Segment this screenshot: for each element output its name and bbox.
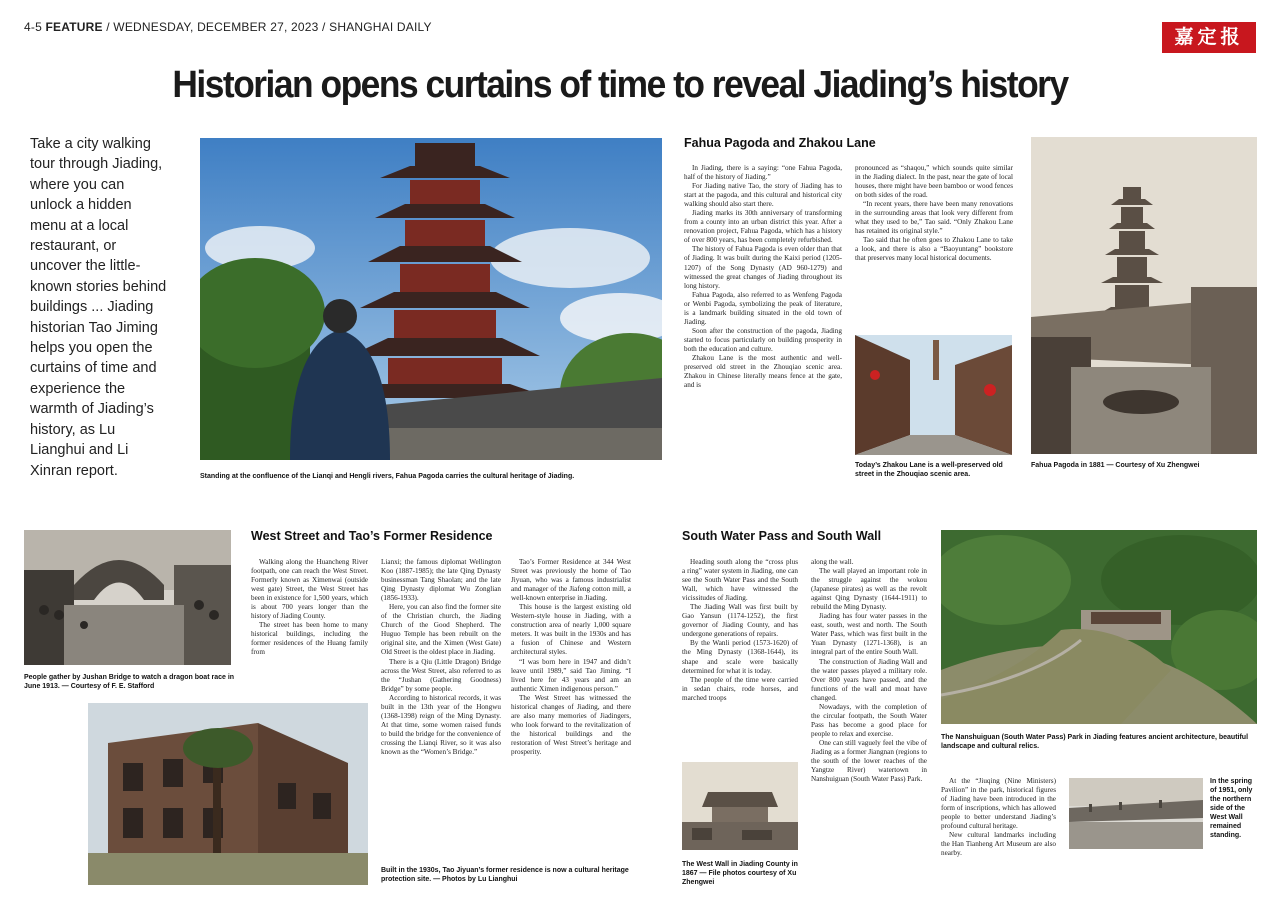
- spring-1951-caption: In the spring of 1951, only the northern side of the West Wall remained standing.: [1210, 778, 1253, 839]
- paragraph: New cultural landmarks including the Han Tianheng Art Museum are also nearby.: [941, 831, 1056, 858]
- folio-date: / WEDNESDAY, DECEMBER 27, 2023 / SHANGHAI DAILY: [102, 20, 432, 34]
- paragraph: There is a Qiu (Little Dragon) Bridge across the West Street, also referred to as the “Jushan (Gathering Goodness) Bridge” by some people.: [381, 657, 501, 693]
- section-title-west-street: West Street and Tao’s Former Residence: [251, 529, 493, 543]
- west-wall-1951-photo: [1069, 778, 1203, 849]
- west-street-column-1: [251, 558, 368, 694]
- south-wall-column-2: [811, 558, 927, 888]
- west-street-column-2: [381, 558, 501, 854]
- headline: Historian opens curtains of time to reveal Jiading’s history: [172, 64, 1068, 106]
- paragraph: Nowadays, with the completion of the circular footpath, the South Water Pass has become a good place for people to relax and exercise.: [811, 702, 927, 738]
- paragraph: The wall played an important role in the struggle against the wokou (Japanese pirates) as well as the revolt against Qing Dynasty (1644-1911) to rebuild the Ming Dynasty.: [811, 567, 927, 612]
- zhakou-lane-photo: [855, 335, 1012, 455]
- paragraph: Soon after the construction of the pagoda, Jiading started to focus particularly on building prosperity in both the education and culture.: [684, 326, 842, 353]
- newspaper-logo: 嘉定报: [1162, 22, 1256, 53]
- south-wall-column-3: [941, 777, 1056, 887]
- pagoda-main-caption: Standing at the confluence of the Lianqi and Hengli rivers, Fahua Pagoda carries the cultural heritage of Jiading.: [200, 473, 575, 480]
- paragraph: In Jiading, there is a saying: “one Fahua Pagoda, half of the history of Jiading.”: [684, 164, 842, 182]
- paragraph: At the “Jiuqing (Nine Ministers) Pavilion” in the park, historical figures of Jiading have been introduced in the form of inscriptions, which has allowed people to better understand Jiading’s profound cultural heritage.: [941, 777, 1056, 831]
- paragraph: For Jiading native Tao, the story of Jiading has to start at the pagoda, and this cultural and historical city walking should also start there.: [684, 182, 842, 209]
- paragraph: pronounced as “shaqou,” which sounds quite similar in the Jiading dialect. In the past, near the gate of local houses, there might have been bamboo or wood fences on both sides of the road.: [855, 164, 1013, 200]
- paragraph: Jiading has four water passes in the east, south, west and north. The South Water Pass, which was first built in the Yuan Dynasty (1271-1368), is an integral part of the entire South Wall.: [811, 612, 927, 657]
- paragraph: “I was born here in 1947 and didn’t leave until 1989,” said Tao Jiming. “I lived here for 43 years and am an authentic Ximen indigenous person.”: [511, 657, 631, 693]
- nanshuiguan-caption: The Nanshuiguan (South Water Pass) Park in Jiading features ancient architecture, beautiful landscape and cultural relics.: [941, 734, 1249, 750]
- paragraph: Tao said that he often goes to Zhakou Lane to take a look, and there is also a “Baoyuntang” bookstore that preserves many local historical documents.: [855, 236, 1013, 263]
- tao-residence-photo: [88, 703, 368, 885]
- paragraph: Tao’s Former Residence at 344 West Street was previously the home of Tao Jiyuan, who was a famous industrialist and manager of the Jiafeng cotton mill, a well-known enterprise in Jiading.: [511, 558, 631, 603]
- paragraph: Zhakou Lane is the most authentic and well-preserved old street in the Zhouqiao scenic area. Zhakou in Chinese literally means fence at the gate, and is: [684, 353, 842, 390]
- paragraph: The street has been home to many historical buildings, including the former residences of the Huang family from: [251, 621, 368, 657]
- south-wall-column-1: [682, 558, 798, 754]
- paragraph: The people of the time were carried in sedan chairs, rode horses, and marched troops: [682, 675, 798, 702]
- pagoda-1881-caption: Fahua Pagoda in 1881 — Courtesy of Xu Zhengwei: [1031, 462, 1200, 469]
- paragraph: Lianxi; the famous diplomat Wellington Koo (1887-1985); the late Qing Dynasty businessman Tang Shaolan; and the late Qing Dynasty diplomat Wu Zonglian (1856-1933).: [381, 558, 501, 603]
- paragraph: One can still vaguely feel the vibe of Jiading as a former Jiangnan (regions to the south of the lower reaches of the Yangtze River) watertown in Nanshuiguan (South Water Pass) Park.: [811, 738, 927, 784]
- west-wall-caption: The West Wall in Jiading County in 1867 — File photos courtesy of Xu Zhengwei: [682, 861, 798, 886]
- paragraph: along the wall.: [811, 558, 854, 566]
- paragraph: The construction of Jiading Wall and the water passes played a military role. Over 800 years have passed, and the functions of the wall and moat have changed.: [811, 657, 927, 702]
- residence-caption: Built in the 1930s, Tao Jiyuan’s former residence is now a cultural heritage protection site. — Photos by Lu Lianghui: [381, 867, 629, 883]
- page-folio: [24, 20, 432, 34]
- pagoda-1881-photo: [1031, 137, 1257, 454]
- paragraph: “In recent years, there have been many renovations in the surrounding areas that look very different from what they used to be,” Tao said. “Only Zhakou Lane has retained its original style.”: [855, 200, 1013, 236]
- jushan-caption: People gather by Jushan Bridge to watch a dragon boat race in June 1913. — Courtesy of F. E. Stafford: [24, 674, 235, 690]
- folio-section: FEATURE: [45, 20, 103, 34]
- west-wall-1867-photo: [682, 762, 798, 850]
- paragraph: The history of Fahua Pagoda is even older than that of Jiading. It was built during the Kaixi period (1205-1207) of the Song Dynasty (AD 960-1279) and witnessed the great changes of Jiading throughout its long history.: [684, 245, 842, 290]
- jushan-bridge-photo: [24, 530, 231, 665]
- paragraph: The Jiading Wall was first built by Gao Yansun (1174-1252), the first governor of Jiading County, and has undergone generations of repairs.: [682, 603, 798, 639]
- paragraph: Here, you can also find the former site of the Christian church, the Jiading Church of the Good Shepherd. The Huguo Temple has been rebuilt on the original site, and the Ximen (West Gate) Old Street is the oldest place in Jiading.: [381, 603, 501, 657]
- fahua-column-2: [855, 164, 1013, 329]
- zhakou-caption: Today’s Zhakou Lane is a well-preserved old street in the Zhouqiao scenic area.: [855, 462, 1003, 478]
- paragraph: Walking along the Huancheng River footpath, one can reach the West Street. Formerly known as Ximenwai (outside west gate) Street, the West Street has been in existence for 1,500 years, which is about 700 years longer than the history of Jiading County.: [251, 558, 368, 621]
- nanshuiguan-park-photo: [941, 530, 1257, 724]
- paragraph: Heading south along the “cross plus a ring” water system in Jiading, one can see the South Water Pass and the South Wall, which have witnessed the vicissitudes of Jiading.: [682, 558, 798, 603]
- paragraph: By the Wanli period (1573-1620) of the Ming Dynasty (1368-1644), its shape and scale were basically determined for what it is today.: [682, 639, 798, 675]
- pagoda-main-photo: [200, 138, 662, 460]
- paragraph: According to historical records, it was built in the 13th year of the Hongwu (1368-1398) reign of the Ming Dynasty. At that time, some women raised funds to build the bridge for the convenience of crossing the Lianqi River, so it was also known as the “Women’s Bridge.”: [381, 693, 501, 756]
- paragraph: Fahua Pagoda, also referred to as Wenfeng Pagoda or Wenbi Pagoda, symbolizing the peak of literature, is a landmark building situated in the old town of Jiading.: [684, 290, 842, 326]
- fahua-column-1: [684, 164, 842, 484]
- section-title-south-wall: South Water Pass and South Wall: [682, 529, 882, 543]
- paragraph: Jiading marks its 30th anniversary of transforming from a county into an urban district this year. After a renovation project, Fahua Pagoda, which has a history of over 800 years, has been completely refurbished.: [684, 209, 842, 245]
- paragraph: This house is the largest existing old Western-style house in Jiading, with a construction area of nearly 1,000 square meters. It was built in the 1930s and has a fusion of Chinese and Western architectural styles.: [511, 603, 631, 657]
- section-title-fahua: Fahua Pagoda and Zhakou Lane: [684, 136, 876, 150]
- intro-text: Take a city walking tour through Jiading, where you can unlock a hidden menu at a local restaurant, or uncover the little-known stories behind buildings ... Jiading historian Tao Jiming helps you open the curtains of time and experience the warmth of Jiading’s history, as Lu Lianghui and Li Xinran report.: [30, 136, 167, 479]
- folio-pages: 4-5: [24, 20, 42, 34]
- west-street-column-3: [511, 558, 631, 854]
- paragraph: The West Street has witnessed the historical changes of Jiading, and there are also many memories of Jiadingers, who look forward to the revitalization of the historical buildings and the restoration of West Street’s heritage and prosperity.: [511, 693, 631, 756]
